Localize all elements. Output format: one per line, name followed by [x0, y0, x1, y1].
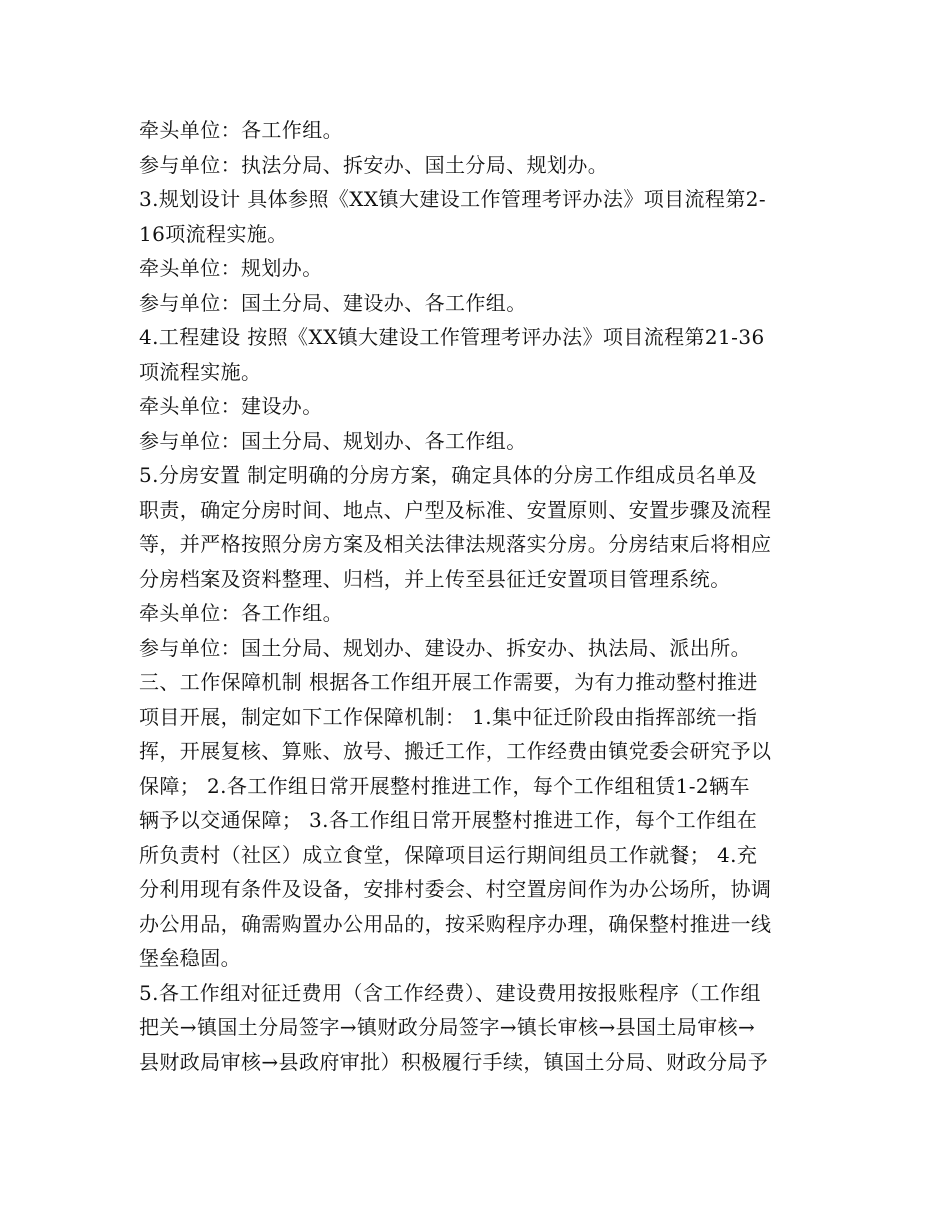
text-line: 等，并严格按照分房方案及相关法律法规落实分房。分房结束后将相应 [139, 532, 772, 556]
text-line: 牵头单位：各工作组。 [139, 118, 343, 142]
text-line: 分房档案及资料整理、归档，并上传至县征迁安置项目管理系统。 [139, 566, 731, 591]
text-line: 参与单位：执法分局、拆安办、国土分局、规划办。 [139, 152, 609, 177]
text-line: 参与单位：国土分局、建设办、各工作组。 [139, 290, 527, 315]
text-line: 办公用品，确需购置办公用品的，按采购程序办理，确保整村推进一线 [139, 911, 772, 936]
text-line: 项目开展，制定如下工作保障机制： 1.集中征迁阶段由指挥部统一指 [139, 704, 758, 729]
text-line: 把关→镇国土分局签字→镇财政分局签字→镇长审核→县国土局审核→ [139, 1015, 756, 1039]
text-line: 分利用现有条件及设备，安排村委会、村空置房间作为办公场所，协调 [139, 877, 772, 901]
document-body [139, 113, 811, 1079]
text-line: 牵头单位：建设办。 [139, 394, 323, 418]
text-line: 保障； 2.各工作组日常开展整村推进工作，每个工作组租赁1-2辆车 [139, 773, 750, 798]
text-line: 参与单位：国土分局、规划办、各工作组。 [139, 428, 527, 453]
text-line: 牵头单位：规划办。 [139, 256, 323, 280]
text-line: 职责，确定分房时间、地点、户型及标准、安置原则、安置步骤及流程 [139, 497, 772, 522]
text-line: 16项流程实施。 [139, 221, 288, 246]
text-line: 4.工程建设 按照《XX镇大建设工作管理考评办法》项目流程第21-36 [139, 325, 765, 349]
text-line: 项流程实施。 [139, 359, 262, 384]
text-line: 5.分房安置 制定明确的分房方案，确定具体的分房工作组成员名单及 [139, 463, 758, 487]
text-line: 三、工作保障机制 根据各工作组开展工作需要，为有力推动整村推进 [139, 670, 758, 694]
text-line: 挥，开展复核、算账、放号、搬迁工作，工作经费由镇党委会研究予以 [139, 739, 772, 763]
text-line: 堡垒稳固。 [139, 946, 241, 970]
text-line: 3.规划设计 具体参照《XX镇大建设工作管理考评办法》项目流程第2- [139, 187, 766, 211]
text-line: 参与单位：国土分局、规划办、建设办、拆安办、执法局、派出所。 [139, 635, 751, 660]
text-line: 5.各工作组对征迁费用（含工作经费）、建设费用按报账程序（工作组 [139, 980, 761, 1005]
text-line: 所负责村（社区）成立食堂，保障项目运行期间组员工作就餐； 4.充 [139, 842, 758, 867]
text-line: 牵头单位：各工作组。 [139, 601, 343, 625]
text-line: 县财政局审核→县政府审批）积极履行手续，镇国土分局、财政分局予 [139, 1049, 769, 1074]
text-line: 辆予以交通保障； 3.各工作组日常开展整村推进工作，每个工作组在 [139, 808, 758, 832]
